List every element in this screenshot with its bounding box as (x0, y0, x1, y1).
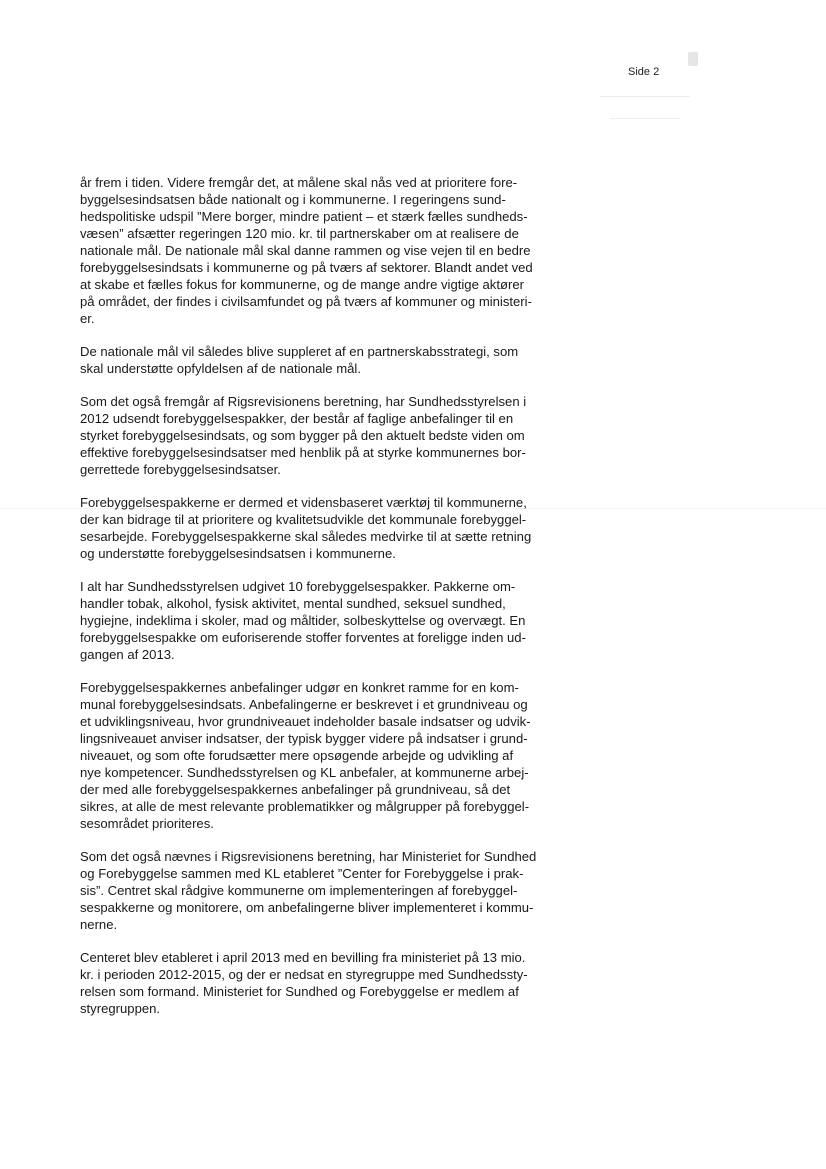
text-line: og Forebyggelse sammen med KL etableret ”Center for Forebyggelse i prak- (80, 866, 524, 881)
text-line: Forebyggelsespakkerne er dermed et vidensbaseret værktøj til kommunerne, (80, 495, 527, 510)
text-line: at skabe et fælles fokus for kommunerne, og de mange andre vigtige aktører (80, 277, 524, 292)
text-line: sesarbejde. Forebyggelsespakkerne skal således medvirke til at sætte retning (80, 529, 532, 544)
text-line: der kan bidrage til at prioritere og kvalitetsudvikle det kommunale forebyggel- (80, 512, 527, 527)
text-line: et udviklingsniveau, hvor grundniveauet indeholder basale indsatser og udvik- (80, 714, 531, 729)
text-line: relsen som formand. Ministeriet for Sundhed og Forebyggelse er medlem af (80, 984, 519, 999)
text-line: gangen af 2013. (80, 647, 175, 662)
scan-artifact (600, 96, 690, 97)
text-line: I alt har Sundhedsstyrelsen udgivet 10 forebyggelsespakker. Pakkerne om- (80, 579, 516, 594)
text-line: gerrettede forebyggelsesindsatser. (80, 462, 281, 477)
scan-artifact (610, 118, 680, 119)
paragraph (80, 174, 575, 327)
paragraph (80, 949, 575, 1017)
text-line: forebyggelsespakke om euforiserende stoffer forventes at foreligge inden ud- (80, 630, 526, 645)
text-line: skal understøtte opfyldelsen af de nationale mål. (80, 361, 361, 376)
text-line: på området, der findes i civilsamfundet og på tværs af kommuner og ministeri- (80, 294, 532, 309)
paragraph (80, 393, 575, 478)
text-line: styrket forebyggelsesindsats, og som bygger på den aktuelt bedste viden om (80, 428, 525, 443)
text-line: munal forebyggelsesindsats. Anbefalingerne er beskrevet i et grundniveau og (80, 697, 528, 712)
page-number: Side 2 (628, 66, 660, 78)
text-line: nye kompetencer. Sundhedsstyrelsen og KL anbefaler, at kommunerne arbej- (80, 765, 529, 780)
text-line: 2012 udsendt forebyggelsespakker, der består af faglige anbefalinger til en (80, 411, 514, 426)
text-line: byggelsesindsatsen både nationalt og i kommunerne. I regeringens sund- (80, 192, 506, 207)
text-line: Som det også nævnes i Rigsrevisionens beretning, har Ministeriet for Sundhed (80, 849, 537, 864)
text-line: sesområdet prioriteres. (80, 816, 214, 831)
text-line: styregruppen. (80, 1001, 161, 1016)
text-line: år frem i tiden. Videre fremgår det, at målene skal nås ved at prioritere fore- (80, 175, 518, 190)
text-line: nerne. (80, 917, 118, 932)
text-line: og understøtte forebyggelsesindsatsen i kommunerne. (80, 546, 396, 561)
text-line: der med alle forebyggelsespakkernes anbefalinger på grundniveau, så det (80, 782, 511, 797)
text-line: sikres, at alle de mest relevante problematikker og målgrupper på forebyggel- (80, 799, 530, 814)
paragraph (80, 848, 575, 933)
text-line: nationale mål. De nationale mål skal danne rammen og vise vejen til en bedre (80, 243, 531, 258)
text-line: forebyggelsesindsats i kommunerne og på tværs af sektorer. Blandt andet ved (80, 260, 533, 275)
document-body (80, 174, 575, 1033)
paragraph (80, 343, 575, 377)
text-line: niveauet, og som ofte forudsætter mere opsøgende arbejde og udvikling af (80, 748, 514, 763)
text-line: handler tobak, alkohol, fysisk aktivitet, mental sundhed, seksuel sundhed, (80, 596, 506, 611)
text-line: væsen” afsætter regeringen 120 mio. kr. til partnerskaber om at realisere de (80, 226, 519, 241)
text-line: sis”. Centret skal rådgive kommunerne om implementeringen af forebyggel- (80, 883, 518, 898)
scan-artifact (688, 52, 698, 66)
text-line: hedspolitiske udspil ”Mere borger, mindre patient – et stærk fælles sundheds- (80, 209, 528, 224)
text-line: Som det også fremgår af Rigsrevisionens beretning, har Sundhedsstyrelsen i (80, 394, 527, 409)
text-line: De nationale mål vil således blive suppleret af en partnerskabsstrategi, som (80, 344, 519, 359)
text-line: effektive forebyggelsesindsatser med henblik på at styrke kommunernes bor- (80, 445, 526, 460)
text-line: kr. i perioden 2012-2015, og der er nedsat en styregruppe med Sundhedssty- (80, 967, 528, 982)
text-line: hygiejne, indeklima i skoler, mad og måltider, solbeskyttelse og overvægt. En (80, 613, 526, 628)
text-line: er. (80, 311, 95, 326)
paragraph (80, 679, 575, 832)
paragraph (80, 578, 575, 663)
text-line: Forebyggelsespakkernes anbefalinger udgør en konkret ramme for en kom- (80, 680, 519, 695)
paragraph (80, 494, 575, 562)
text-line: sespakkerne og monitorere, om anbefalingerne bliver implementeret i kommu- (80, 900, 534, 915)
text-line: lingsniveauet anviser indsatser, der typisk bygger videre på indsatser i grund- (80, 731, 528, 746)
text-line: Centeret blev etableret i april 2013 med en bevilling fra ministeriet på 13 mio. (80, 950, 526, 965)
